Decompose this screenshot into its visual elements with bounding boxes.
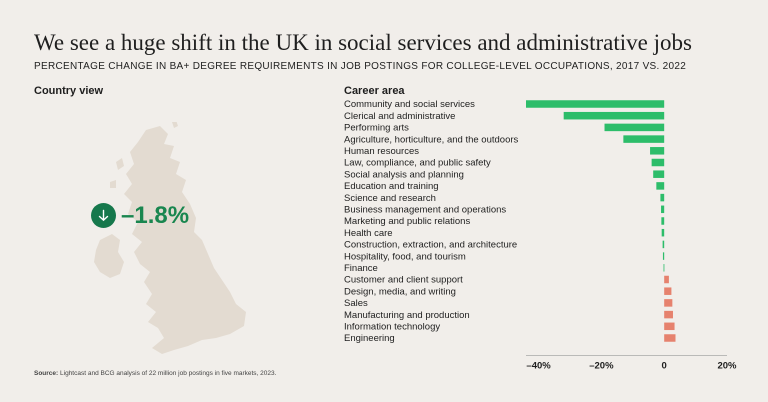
category-label: Information technology: [344, 321, 441, 333]
category-label: Agriculture, horticulture, and the outdoors: [344, 134, 519, 146]
category-label: Sales: [344, 298, 368, 310]
bar: [664, 264, 665, 272]
bar: [653, 170, 664, 178]
source-label: Source:: [34, 370, 59, 377]
bar: [605, 124, 665, 131]
uk-map-illustration: [86, 122, 256, 362]
great-britain-shape: [124, 126, 246, 354]
bar: [661, 217, 664, 225]
category-label: Manufacturing and production: [344, 309, 470, 321]
bar: [660, 194, 664, 202]
bar: [664, 323, 674, 331]
country-stat: [91, 203, 189, 228]
bar: [664, 299, 672, 307]
category-label: Design, media, and writing: [344, 286, 456, 298]
x-tick-label: –20%: [589, 360, 614, 370]
category-label: Finance: [344, 263, 378, 274]
arrow-down-icon: [91, 203, 116, 228]
x-tick-label: 0: [661, 360, 667, 370]
category-label: Education and training: [344, 181, 439, 193]
bar: [662, 229, 665, 237]
category-label: Clerical and administrative: [344, 110, 456, 122]
category-label: Performing arts: [344, 122, 409, 134]
category-label: Engineering: [344, 333, 395, 345]
bar: [663, 241, 665, 249]
category-label: Human resources: [344, 146, 419, 157]
bar: [661, 206, 664, 214]
source-note: [34, 370, 276, 377]
bar: [526, 100, 664, 108]
bar: [652, 159, 665, 167]
category-label: Health care: [344, 227, 393, 239]
page-title: We see a huge shift in the UK in social services and administrative jobs: [34, 30, 692, 55]
ireland-shape: [94, 234, 124, 278]
category-label: Social analysis and planning: [344, 169, 464, 181]
bar: [564, 112, 665, 120]
country-view-heading: Country view: [34, 85, 104, 97]
bar: [623, 135, 664, 143]
category-label: Marketing and public relations: [344, 216, 471, 228]
category-label: Community and social services: [344, 99, 475, 111]
bar: [656, 182, 664, 190]
category-label: Construction, extraction, and architecture: [344, 239, 518, 251]
category-label: Business management and operations: [344, 204, 507, 216]
bar: [650, 147, 664, 155]
country-change-value: –1.8%: [121, 201, 190, 229]
bar: [664, 334, 675, 342]
category-label: Law, compliance, and public safety: [344, 157, 491, 169]
category-label: Customer and client support: [344, 274, 463, 286]
bar: [664, 276, 669, 284]
career-area-bar-chart: [340, 95, 750, 370]
chart-title: Career area: [344, 85, 405, 97]
x-tick-label: 20%: [717, 360, 737, 370]
x-tick-label: –40%: [526, 360, 551, 370]
bar: [664, 287, 671, 295]
bar: [663, 252, 664, 260]
category-label: Hospitality, food, and tourism: [344, 251, 466, 263]
source-text: Lightcast and BCG analysis of 22 million job postings in five markets, 2023.: [60, 370, 277, 377]
bar: [664, 311, 673, 319]
page-subtitle: PERCENTAGE CHANGE IN BA+ DEGREE REQUIREMENTS IN JOB POSTINGS FOR COLLEGE-LEVEL OCCUPATIONS, 2017 VS. 2022: [34, 61, 687, 72]
category-label: Science and research: [344, 192, 436, 204]
